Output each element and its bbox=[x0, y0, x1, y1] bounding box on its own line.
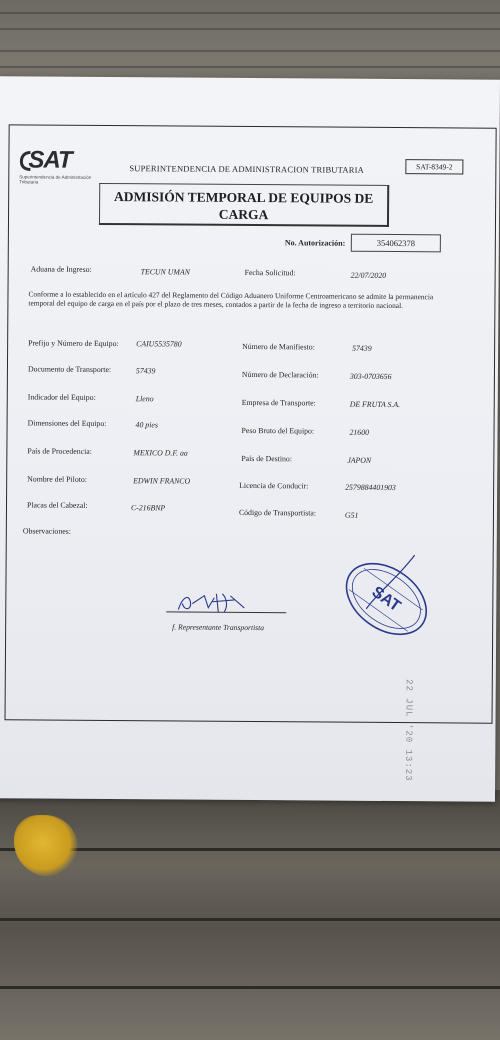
piloto-value: EDWIN FRANCO bbox=[133, 476, 191, 486]
transportista-label: Código de Transportista: bbox=[238, 507, 317, 518]
procedencia-value: MEXICO D.F. aa bbox=[133, 448, 188, 458]
document-sheet bbox=[0, 76, 500, 801]
peso-value: 21600 bbox=[349, 427, 370, 437]
authorization-number: 354062378 bbox=[351, 234, 441, 253]
procedencia-label: País de Procedencia: bbox=[27, 446, 92, 456]
manifiesto-label: Número de Manifiesto: bbox=[242, 341, 315, 352]
official-stamp bbox=[336, 549, 437, 650]
title-line-2: CARGA bbox=[218, 206, 269, 223]
indicador-value: Lleno bbox=[135, 394, 154, 404]
aduana-value: TECUN UMAN bbox=[140, 267, 190, 277]
aduana-label: Aduana de Ingreso: bbox=[30, 264, 92, 274]
indicador-label: Indicador del Equipo: bbox=[27, 392, 96, 402]
date-time-stamp: 22 JUL '20 13:23 bbox=[403, 679, 414, 782]
dimensiones-label: Dimensiones del Equipo: bbox=[27, 418, 107, 429]
licencia-label: Licencia de Conducir: bbox=[239, 480, 309, 491]
peso-label: Peso Bruto del Equipo: bbox=[241, 425, 315, 436]
legal-paragraph: Conforme a lo establecido en el artículo 427 del Reglamento del Código Aduanero Uniforme Centroamericano se admite la permanencia temporal del equipo de carga en el país por el plazo de tres meses, contados a partir de la fecha de ingreso a territorio nacional. bbox=[28, 289, 434, 310]
form-code: SAT-8349-2 bbox=[405, 159, 463, 174]
destino-value: JAPON bbox=[347, 455, 372, 465]
empresa-value: DE FRUTA S.A. bbox=[349, 399, 401, 410]
logo-tagline: Superintendencia de Administración Tributaria bbox=[19, 174, 92, 185]
declaracion-value: 303-0703656 bbox=[349, 371, 392, 381]
title-line-1: ADMISIÓN TEMPORAL DE EQUIPOS DE bbox=[113, 189, 374, 206]
logo-text: SAT bbox=[28, 146, 72, 174]
manifiesto-value: 57439 bbox=[352, 343, 372, 353]
document-title bbox=[99, 183, 389, 227]
placas-value: C-216BNP bbox=[130, 503, 166, 513]
declaracion-label: Número de Declaración: bbox=[241, 369, 319, 380]
prefijo-label: Prefijo y Número de Equipo: bbox=[28, 338, 119, 349]
piloto-label: Nombre del Piloto: bbox=[27, 474, 88, 484]
dimensiones-value: 40 pies bbox=[135, 420, 158, 430]
destino-label: País de Destino: bbox=[241, 453, 293, 464]
licencia-value: 2579884401903 bbox=[345, 482, 396, 493]
fecha-value: 22/07/2020 bbox=[350, 270, 387, 280]
authorization-label: No. Autorización: bbox=[284, 238, 346, 248]
documento-label: Documento de Transporte: bbox=[27, 364, 112, 375]
floor-boards bbox=[0, 790, 500, 1040]
sat-logo bbox=[19, 146, 99, 187]
placas-label: Placas del Cabezal: bbox=[26, 500, 88, 510]
svg-text:SAT: SAT bbox=[368, 583, 404, 616]
signature-caption: f. Representante Transportista bbox=[172, 622, 265, 633]
fecha-label: Fecha Solicitud: bbox=[244, 267, 296, 278]
observaciones-label: Observaciones: bbox=[22, 526, 71, 536]
prefijo-value: CAIU5535780 bbox=[136, 339, 182, 349]
documento-value: 57439 bbox=[135, 366, 156, 376]
empresa-label: Empresa de Transporte: bbox=[241, 397, 316, 408]
transportista-value: G51 bbox=[344, 510, 359, 520]
organization-name: SUPERINTENDENCIA DE ADMINISTRACION TRIBUTARIA bbox=[129, 163, 365, 175]
